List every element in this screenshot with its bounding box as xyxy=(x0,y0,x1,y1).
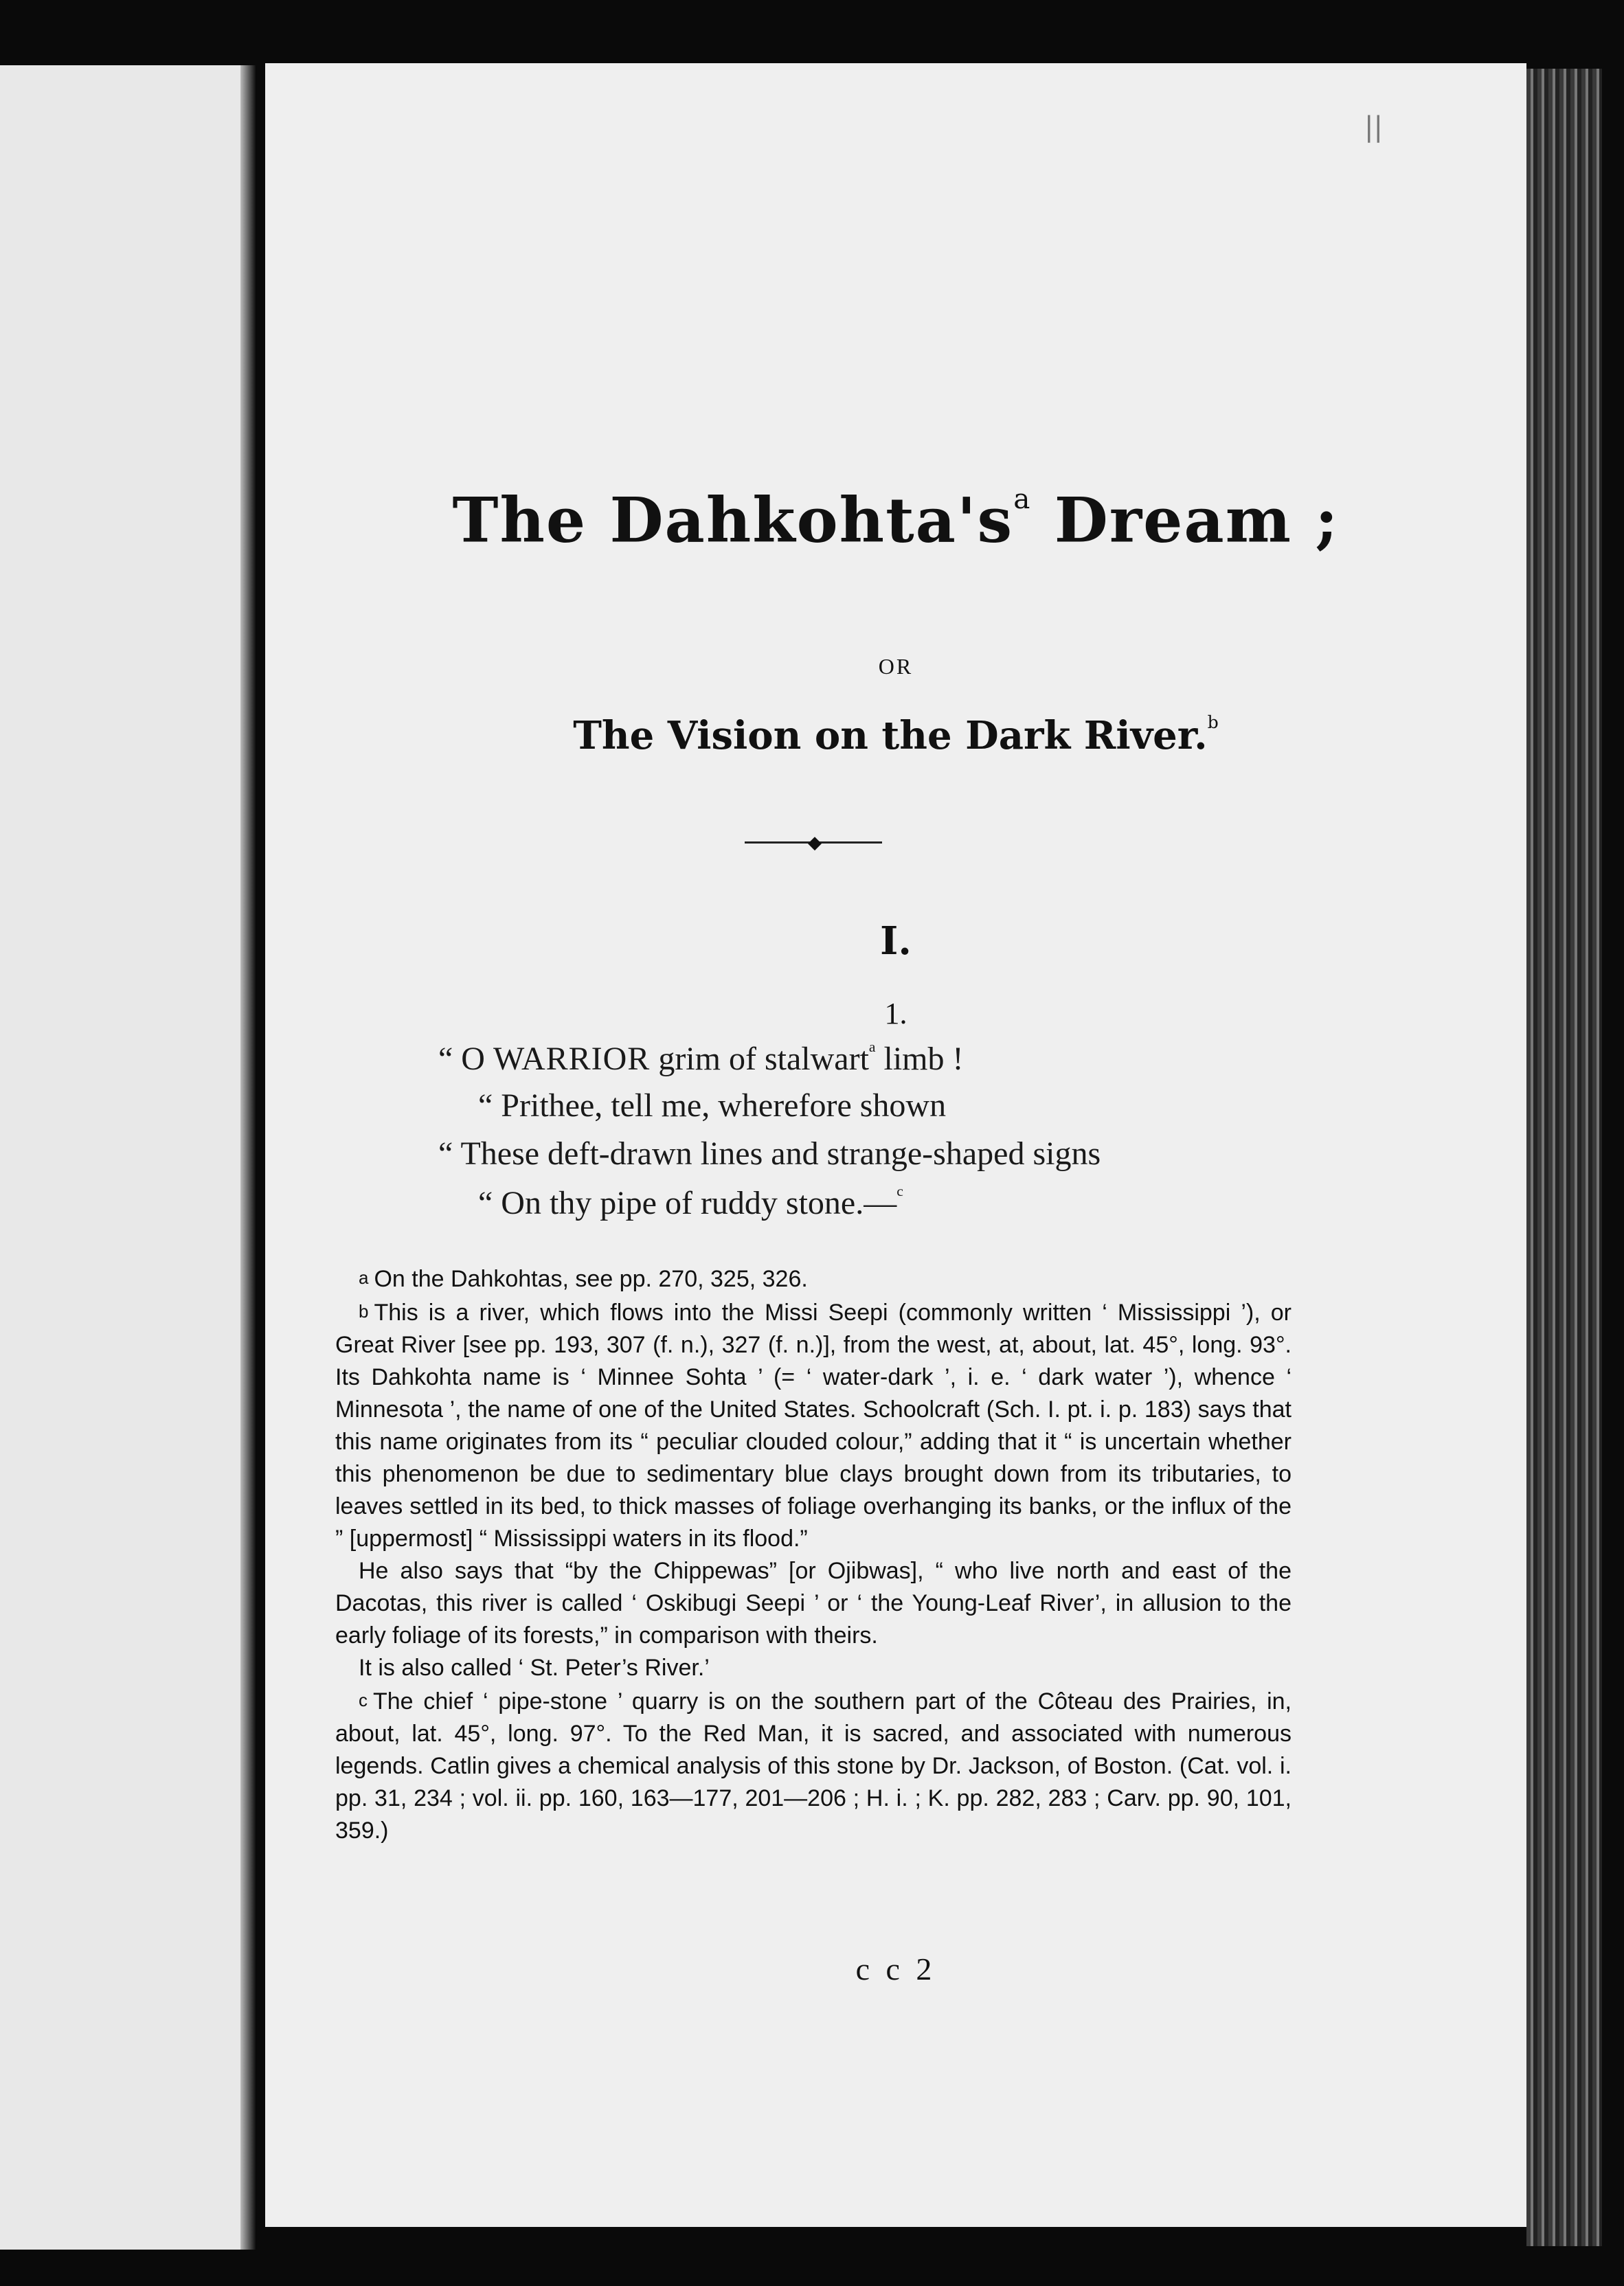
part-number: I. xyxy=(880,918,912,964)
page-title xyxy=(265,482,1526,557)
verse-footnote-marker: c xyxy=(896,1183,903,1199)
title-text-end: Dream ; xyxy=(1031,484,1340,557)
subtitle xyxy=(265,712,1526,758)
title-text: The Dahkohta's xyxy=(452,484,1014,557)
footnote-a: a On the Dahkohtas, see pp. 270, 325, 326. xyxy=(359,1266,808,1292)
subtitle-text: The Vision on the Dark River. xyxy=(573,713,1208,759)
title-footnote-marker: a xyxy=(1013,482,1032,515)
subtitle-footnote-marker: b xyxy=(1207,712,1219,732)
or-line: OR xyxy=(878,654,914,679)
verse-line-3: “ These deft-drawn lines and strange-shaped signs xyxy=(438,1135,1101,1172)
footnotes xyxy=(335,1262,1292,1847)
footnote-b: b This is a river, which flows into the Missi Seepi (commonly written ‘ Mississippi ’), or Great River [see pp. 193, 307 (f. n.), 327 (f. n.)], from the west, at, about, lat. 45°, long. 93°. Its Dahkohta name is ‘ Minnee Sohta ’ (= ‘ water-dark ’, i. e. ‘ dark water ’), whence ‘ Minnesota ’, the name of one of the United States. Schoolcraft (Sch. I. pt. i. p. 183) says that this name originates from its “ peculiar clouded colour,” adding that it “ is uncertain whether this phenomenon be due to sedimentary blue clays brought down from its tributaries, to leaves settled in its bed, to thick masses of foliage overhanging its banks, or the influx of the ” [uppermost] “ Mississippi waters in its flood.” xyxy=(335,1300,1292,1552)
book-page xyxy=(265,63,1526,2227)
stanza-number: 1. xyxy=(884,997,907,1030)
footnote-b-continued: It is also called ‘ St. Peter’s River.’ xyxy=(359,1655,710,1681)
small-caps-word: WARRIOR xyxy=(493,1040,651,1077)
verse-line-4: “ On thy pipe of ruddy stone.—$^c$ xyxy=(478,1183,903,1221)
left-page xyxy=(0,65,247,2250)
book-gutter xyxy=(240,65,256,2250)
verse-line-2: “ Prithee, tell me, wherefore shown xyxy=(478,1087,947,1124)
verse-footnote-marker: a xyxy=(868,1039,876,1055)
diamond-ornament-icon: ◆ xyxy=(808,833,822,852)
footnote-c: c The chief ‘ pipe-stone ’ quarry is on the southern part of the Côteau des Prairies, in, about, lat. 45°, long. 97°. To the Red Man, it is sacred, and associated with numerous legends. Catlin gives a chemical analysis of this stone by Dr. Jackson, of Boston. (Cat. vol. i. pp. 31, 234 ; vol. ii. pp. 160, 163—177, 201—206 ; H. i. ; K. pp. 282, 283 ; Carv. pp. 90, 101, 359.) xyxy=(335,1688,1292,1844)
page-edges xyxy=(1526,69,1602,2246)
footnote-b-continued: He also says that “by the Chippewas” [or Ojibwas], “ who live north and east of the Dacotas, this river is called ‘ Oskibugi Seepi ’ or ‘ the Young-Leaf River’, in allusion to the early foliage of its forests,” in comparison with theirs. xyxy=(335,1558,1292,1649)
margin-mark-icon: || xyxy=(1364,111,1383,143)
signature-mark: c c 2 xyxy=(855,1951,936,1987)
verse-line-1: “ O WARRIOR grim of stalwart$^a$ limb ! xyxy=(438,1039,964,1077)
